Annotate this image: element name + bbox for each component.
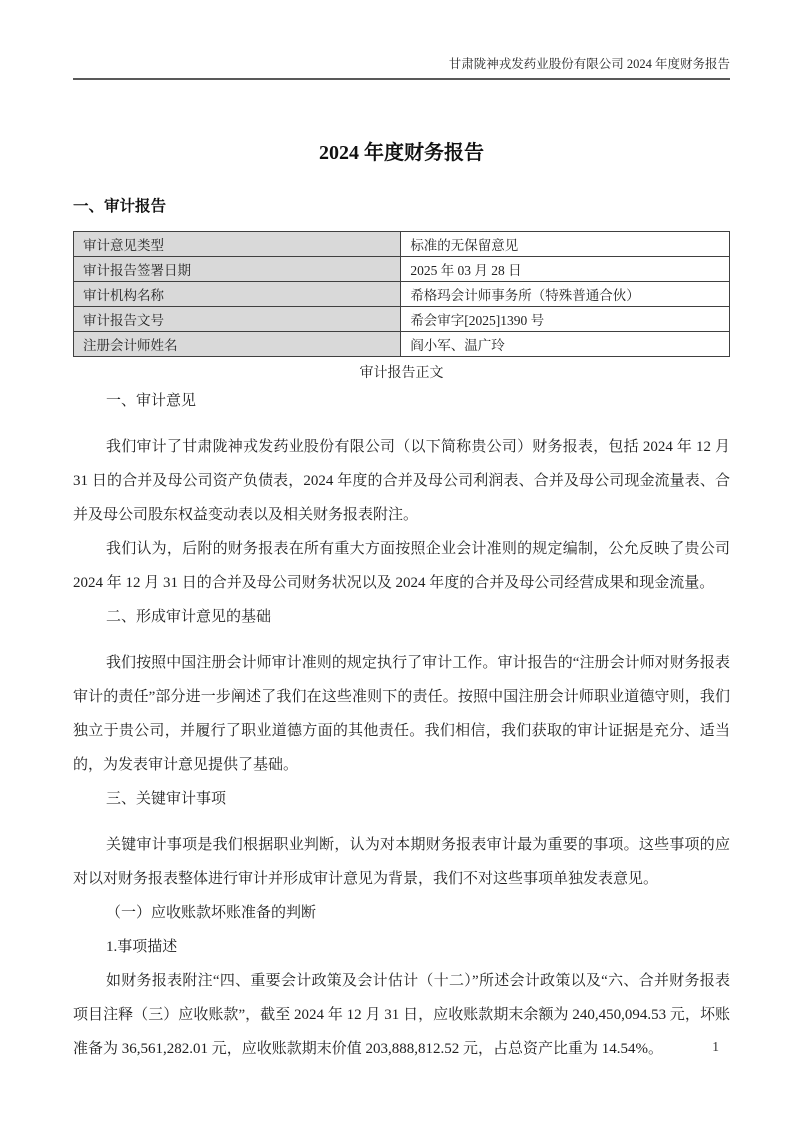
row-value-cpa-names: 阎小军、温广玲 [401,332,730,357]
table-row [74,232,730,257]
paragraph-key-audit-matters: 关键审计事项是我们根据职业判断，认为对本期财务报表审计最为重要的事项。这些事项的应对以对财务报表整体进行审计并形成审计意见为背景，我们不对这些事项单独发表意见。 [73,837,730,887]
table-row [74,332,730,357]
paragraph-audit-opinion: 我们认为，后附的财务报表在所有重大方面按照企业会计准则的规定编制，公允反映了贵公司 2024 年 12 月 31 日的合并及母公司财务状况以及 2024 年度的合并及母公司经营成果和现金流量。 [73,541,730,591]
row-value-report-number: 希会审字[2025]1390 号 [401,307,730,332]
table-row [74,307,730,332]
row-value-opinion-type: 标准的无保留意见 [401,232,730,257]
subsection-heading-basis-for-opinion: 二、形成审计意见的基础 [106,609,272,625]
paragraph-receivables-detail: 如财务报表附注“四、重要会计政策及会计估计（十二）”所述会计政策以及“六、合并财务报表项目注释（三）应收账款”，截至 2024 年 12 月 31 日，应收账款期末余额为 240,450,094.53 元，坏账准备为 36,561,282.01 元，应收账款期末价值 203,888,812.52 元，占总资产比重为 14.54%。 [73,973,730,1057]
paragraph-audit-scope: 我们审计了甘肃陇神戎发药业股份有限公司（以下简称贵公司）财务报表，包括 2024 年 12 月 31 日的合并及母公司资产负债表，2024 年度的合并及母公司利润表、合并及母公司现金流量表、合并及母公司股东权益变动表以及相关财务报表附注。 [73,439,730,523]
row-label-sign-date: 审计报告签署日期 [74,257,401,282]
paragraph-basis-for-opinion: 我们按照中国注册会计师审计准则的规定执行了审计工作。审计报告的“注册会计师对财务报表审计的责任”部分进一步阐述了我们在这些准则下的责任。按照中国注册会计师职业道德守则，我们独立于贵公司，并履行了职业道德方面的其他责任。我们相信，我们获取的审计证据是充分、适当的，为发表审计意见提供了基础。 [73,655,730,773]
row-value-sign-date: 2025 年 03 月 28 日 [401,257,730,282]
audit-report-body-title: 审计报告正文 [359,366,444,381]
document-title: 2024 年度财务报告 [319,142,484,164]
audit-report-body [73,384,730,1066]
audit-summary-table [73,231,730,357]
table-row [74,257,730,282]
subsection-heading-audit-opinion: 一、审计意见 [106,393,197,409]
section-heading-audit-report: 一、审计报告 [73,198,167,215]
row-value-audit-firm: 希格玛会计师事务所（特殊普通合伙） [401,282,730,307]
page-content [73,0,730,1066]
running-header [73,0,730,80]
table-row [74,282,730,307]
running-header-text: 甘肃陇神戎发药业股份有限公司 2024 年度财务报告 [448,57,730,71]
page-number: 1 [712,1039,719,1054]
row-label-opinion-type: 审计意见类型 [74,232,401,257]
item-heading-matter-description: 1.事项描述 [106,939,178,955]
row-label-audit-firm: 审计机构名称 [74,282,401,307]
item-heading-receivables-bad-debt: （一）应收账款坏账准备的判断 [106,905,317,921]
row-label-cpa-names: 注册会计师姓名 [74,332,401,357]
row-label-report-number: 审计报告文号 [74,307,401,332]
subsection-heading-key-audit-matters: 三、关键审计事项 [106,791,227,807]
